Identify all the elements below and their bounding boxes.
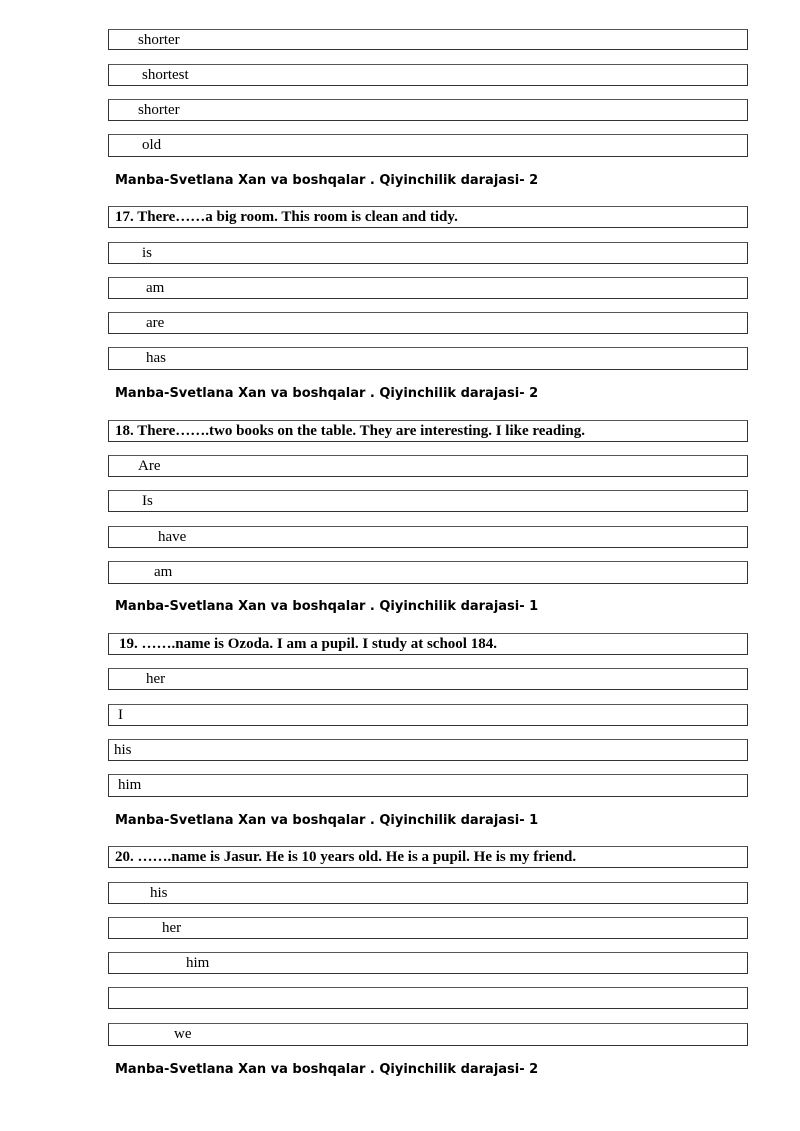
question-17-text: 17. There……a big room. This room is clean and tidy.	[115, 209, 458, 225]
option-text: we	[174, 1026, 192, 1042]
q20-option-c[interactable]	[108, 952, 748, 974]
q19-option-a[interactable]	[108, 668, 748, 690]
answer-option-text: shorter	[138, 32, 180, 48]
q17-option-b[interactable]	[108, 277, 748, 299]
q17-option-a[interactable]	[108, 242, 748, 264]
q20-option-empty[interactable]	[108, 987, 748, 1009]
option-text: his	[114, 742, 132, 758]
option-text: Is	[142, 493, 153, 509]
option-text: am	[154, 564, 173, 580]
question-17-box	[108, 206, 748, 228]
answer-option-text: old	[142, 137, 162, 153]
answer-option-box[interactable]	[108, 29, 748, 50]
q17-source-label: Manba-Svetlana Xan va boshqalar . Qiyinchilik darajasi- 2	[115, 386, 539, 401]
source-label: Manba-Svetlana Xan va boshqalar . Qiyinchilik darajasi- 2	[115, 173, 539, 188]
q18-option-d[interactable]	[108, 561, 748, 584]
q17-option-c[interactable]	[108, 312, 748, 334]
option-text: are	[146, 315, 165, 331]
q20-option-b[interactable]	[108, 917, 748, 939]
answer-option-box[interactable]	[108, 99, 748, 121]
q18-option-a[interactable]	[108, 455, 748, 477]
option-text: her	[162, 920, 182, 936]
q17-option-d[interactable]	[108, 347, 748, 370]
option-text: I	[118, 707, 123, 723]
q20-option-a[interactable]	[108, 882, 748, 904]
option-text: Are	[138, 458, 161, 474]
question-18-box	[108, 420, 748, 442]
option-text: him	[186, 955, 210, 971]
option-text: is	[142, 245, 153, 261]
question-20-text: 20. …….name is Jasur. He is 10 years old. He is a pupil. He is my friend.	[115, 849, 577, 865]
option-text: his	[150, 885, 168, 901]
option-text: am	[146, 280, 165, 296]
q18-source-label: Manba-Svetlana Xan va boshqalar . Qiyinchilik darajasi- 1	[115, 599, 539, 614]
q20-option-e[interactable]	[108, 1023, 748, 1046]
q20-source-label: Manba-Svetlana Xan va boshqalar . Qiyinchilik darajasi- 2	[115, 1062, 539, 1077]
question-19-text: 19. …….name is Ozoda. I am a pupil. I study at school 184.	[119, 636, 497, 652]
answer-option-box[interactable]	[108, 64, 748, 86]
q19-source-label: Manba-Svetlana Xan va boshqalar . Qiyinchilik darajasi- 1	[115, 813, 539, 828]
question-19-box	[108, 633, 748, 655]
answer-option-box[interactable]	[108, 134, 748, 157]
q19-option-b[interactable]	[108, 704, 748, 726]
q19-option-d[interactable]	[108, 774, 748, 797]
option-text: have	[158, 529, 187, 545]
option-text: her	[146, 671, 166, 687]
answer-option-text: shorter	[138, 102, 180, 118]
q19-option-c[interactable]	[108, 739, 748, 761]
answer-option-text: shortest	[142, 67, 189, 83]
q18-option-b[interactable]	[108, 490, 748, 512]
q18-option-c[interactable]	[108, 526, 748, 548]
option-text: has	[146, 350, 166, 366]
question-20-box	[108, 846, 748, 868]
question-18-text: 18. There…….two books on the table. They are interesting. I like reading.	[115, 423, 586, 439]
option-text: him	[118, 777, 142, 793]
